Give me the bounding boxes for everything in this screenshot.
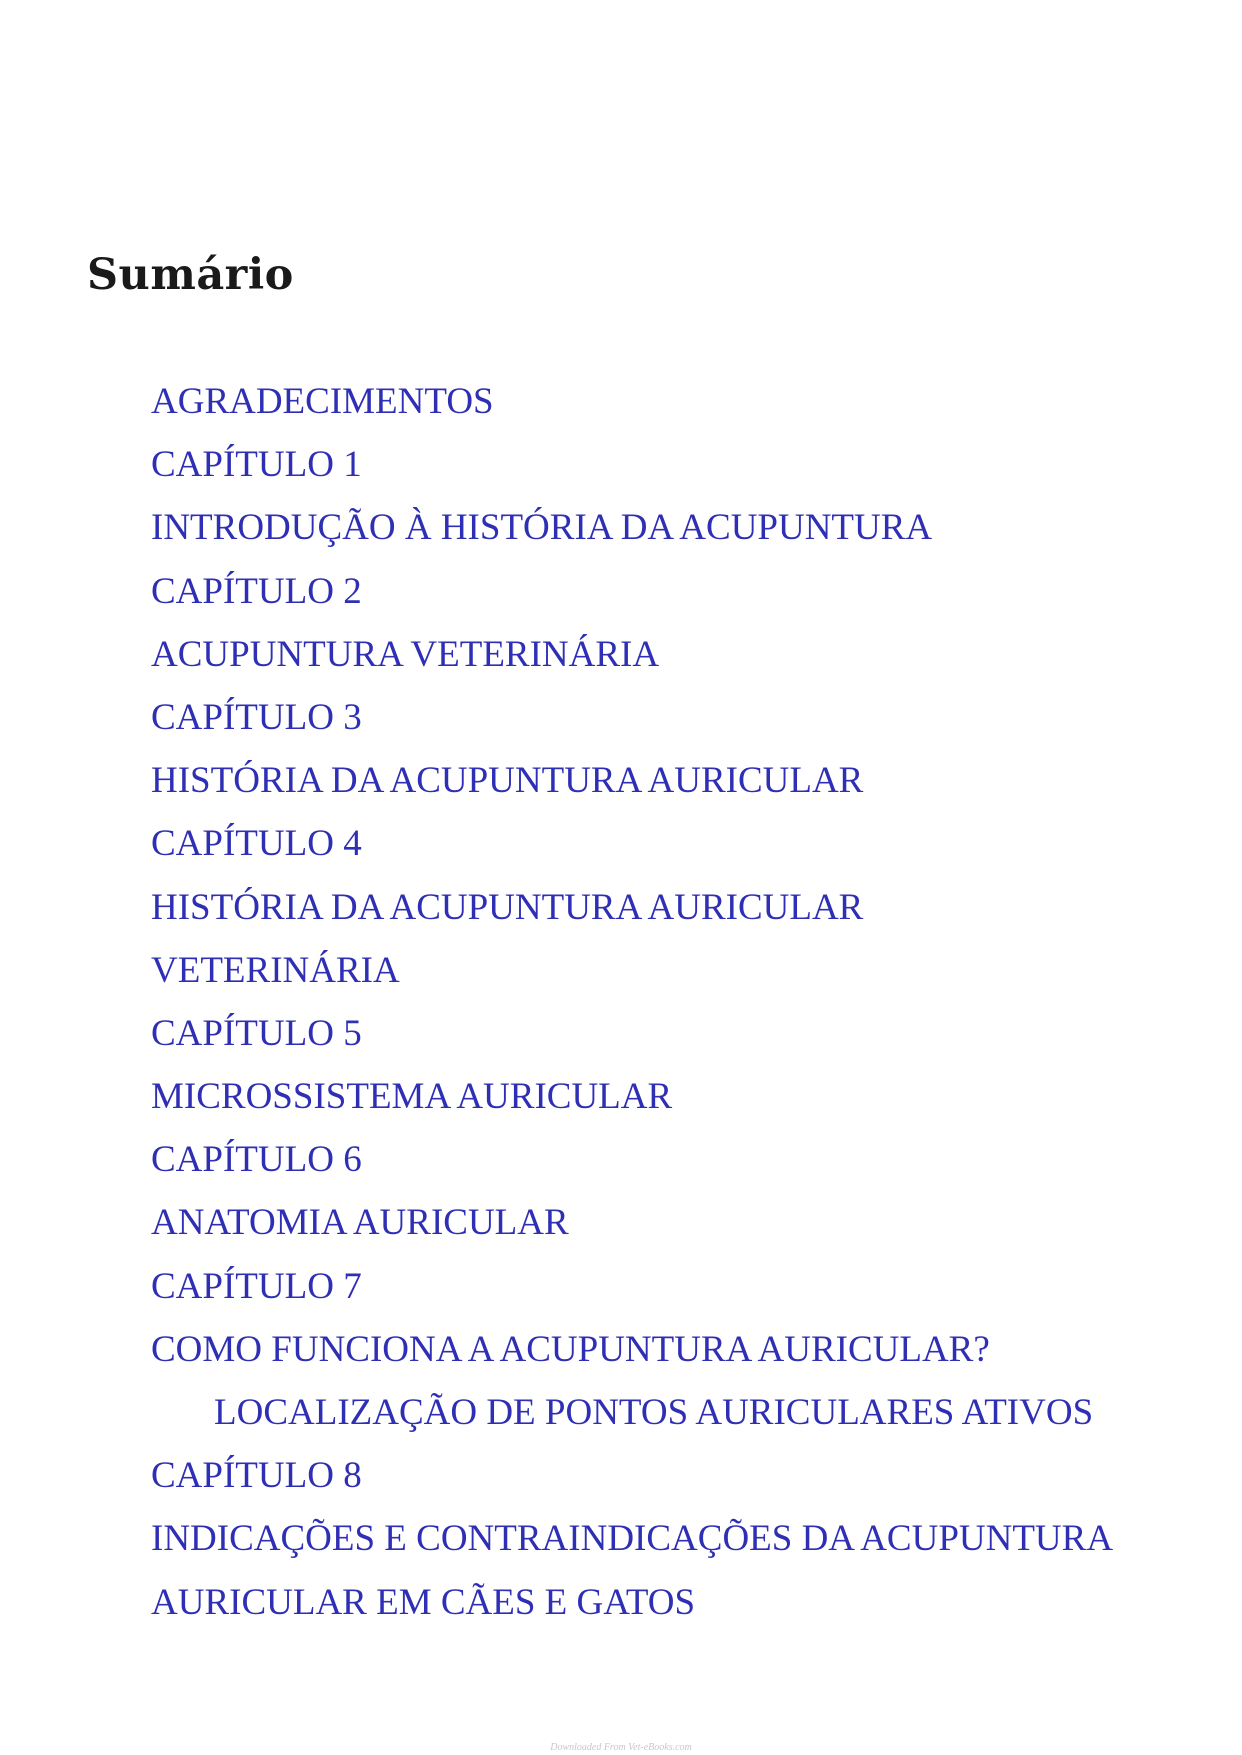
- table-of-contents: [151, 370, 1113, 1634]
- toc-link-historia-auricular[interactable]: HISTÓRIA DA ACUPUNTURA AURICULAR: [151, 760, 864, 802]
- toc-link-capitulo-7[interactable]: CAPÍTULO 7: [151, 1265, 362, 1307]
- toc-link-localizacao-pontos[interactable]: LOCALIZAÇÃO DE PONTOS AURICULARES ATIVOS: [214, 1392, 1094, 1433]
- toc-link-acupuntura-veterinaria[interactable]: ACUPUNTURA VETERINÁRIA: [151, 633, 660, 675]
- toc-link-introducao-historia[interactable]: INTRODUÇÃO À HISTÓRIA DA ACUPUNTURA: [151, 507, 933, 549]
- page-title: Sumário: [87, 250, 294, 300]
- toc-link-indicacoes[interactable]: INDICAÇÕES E CONTRAINDICAÇÕES DA ACUPUNTURA: [151, 1518, 1114, 1560]
- toc-link-capitulo-2[interactable]: CAPÍTULO 2: [151, 570, 362, 612]
- toc-link-capitulo-5[interactable]: CAPÍTULO 5: [151, 1012, 362, 1054]
- toc-link-capitulo-6[interactable]: CAPÍTULO 6: [151, 1139, 362, 1181]
- toc-link-historia-auricular-vet-cont[interactable]: VETERINÁRIA: [151, 949, 400, 991]
- toc-link-capitulo-1[interactable]: CAPÍTULO 1: [151, 444, 362, 486]
- toc-link-anatomia[interactable]: ANATOMIA AURICULAR: [151, 1202, 569, 1244]
- toc-link-como-funciona[interactable]: COMO FUNCIONA A ACUPUNTURA AURICULAR?: [151, 1328, 990, 1370]
- toc-link-microssistema[interactable]: MICROSSISTEMA AURICULAR: [151, 1076, 673, 1118]
- toc-link-capitulo-8[interactable]: CAPÍTULO 8: [151, 1455, 362, 1497]
- toc-link-historia-auricular-vet[interactable]: HISTÓRIA DA ACUPUNTURA AURICULAR: [151, 886, 864, 928]
- footer-watermark: Downloaded From Vet-eBooks.com: [550, 1742, 692, 1753]
- toc-link-agradecimentos[interactable]: AGRADECIMENTOS: [151, 381, 494, 422]
- toc-link-capitulo-3[interactable]: CAPÍTULO 3: [151, 696, 362, 738]
- toc-link-capitulo-4[interactable]: CAPÍTULO 4: [151, 823, 362, 865]
- toc-link-indicacoes-cont[interactable]: AURICULAR EM CÃES E GATOS: [151, 1581, 696, 1623]
